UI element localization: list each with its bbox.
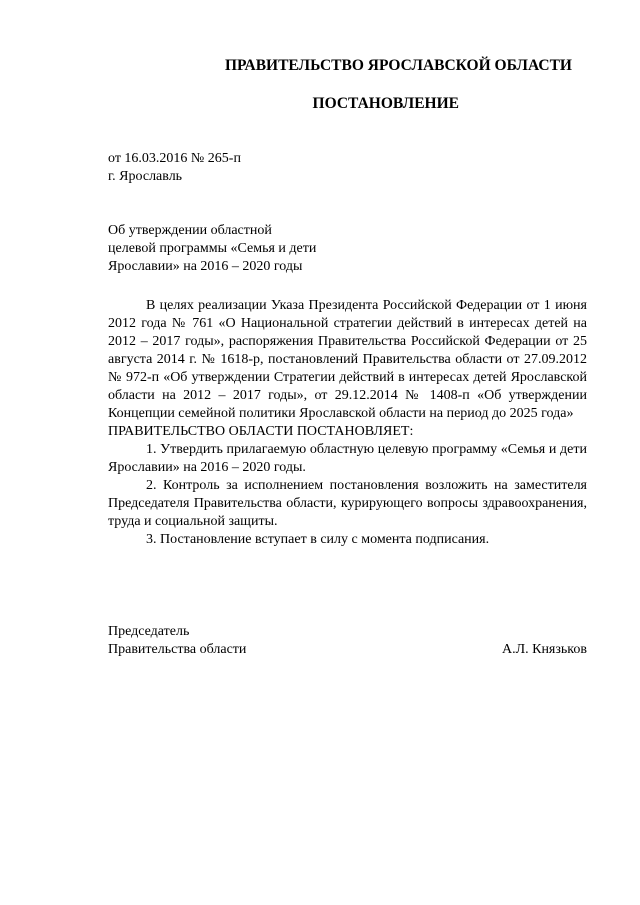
date-number: от 16.03.2016 № 265-п	[108, 151, 241, 166]
signatory-title-line1: Председатель	[108, 624, 190, 639]
decree-heading: ПРАВИТЕЛЬСТВО ОБЛАСТИ ПОСТАНОВЛЯЕТ:	[108, 424, 414, 439]
subject-line: Ярославии» на 2016 – 2020 годы	[108, 259, 303, 274]
subject-line: целевой программы «Семья и дети	[108, 241, 317, 256]
signatory-name: А.Л. Князьков	[502, 642, 587, 657]
document-body	[108, 297, 587, 549]
signature-block	[108, 623, 587, 659]
city: г. Ярославль	[108, 169, 183, 184]
document-type-title: ПОСТАНОВЛЕНИЕ	[312, 95, 459, 112]
decree-item: 2. Контроль за исполнением постановления возложить на заместителя Председателя Правительства области, курирующего вопросы здравоохранения, труда и социальной защиты.	[108, 478, 587, 529]
subject-line: Об утверждении областной	[108, 223, 272, 238]
document-subject	[108, 222, 316, 276]
preamble-paragraph: В целях реализации Указа Президента Российской Федерации от 1 июня 2012 года № 761 «О Национальной стратегии действий в интересах детей на 2012 – 2017 годы», распоряжения Правительства Российской Федерации от 25 августа 2014 г. № 1618-р, постановлений Правительства области от 27.09.2012 № 972-п «Об утверждении Стратегии действий в интересах детей Ярославской области на 2012 – 2017 годы», от 29.12.2014 № 1408-п «Об утверждении Концепции семейной политики Ярославской области на период до 2025 года»	[108, 298, 587, 421]
signature-row	[108, 641, 587, 659]
organization-title: ПРАВИТЕЛЬСТВО ЯРОСЛАВСКОЙ ОБЛАСТИ	[224, 57, 572, 74]
decree-item: 3. Постановление вступает в силу с момента подписания.	[146, 532, 490, 547]
document-meta	[108, 150, 241, 186]
signatory-title-line2: Правительства области	[108, 642, 247, 657]
decree-item: 1. Утвердить прилагаемую областную целевую программу «Семья и дети Ярославии» на 2016 – 2020 годы.	[108, 442, 587, 475]
